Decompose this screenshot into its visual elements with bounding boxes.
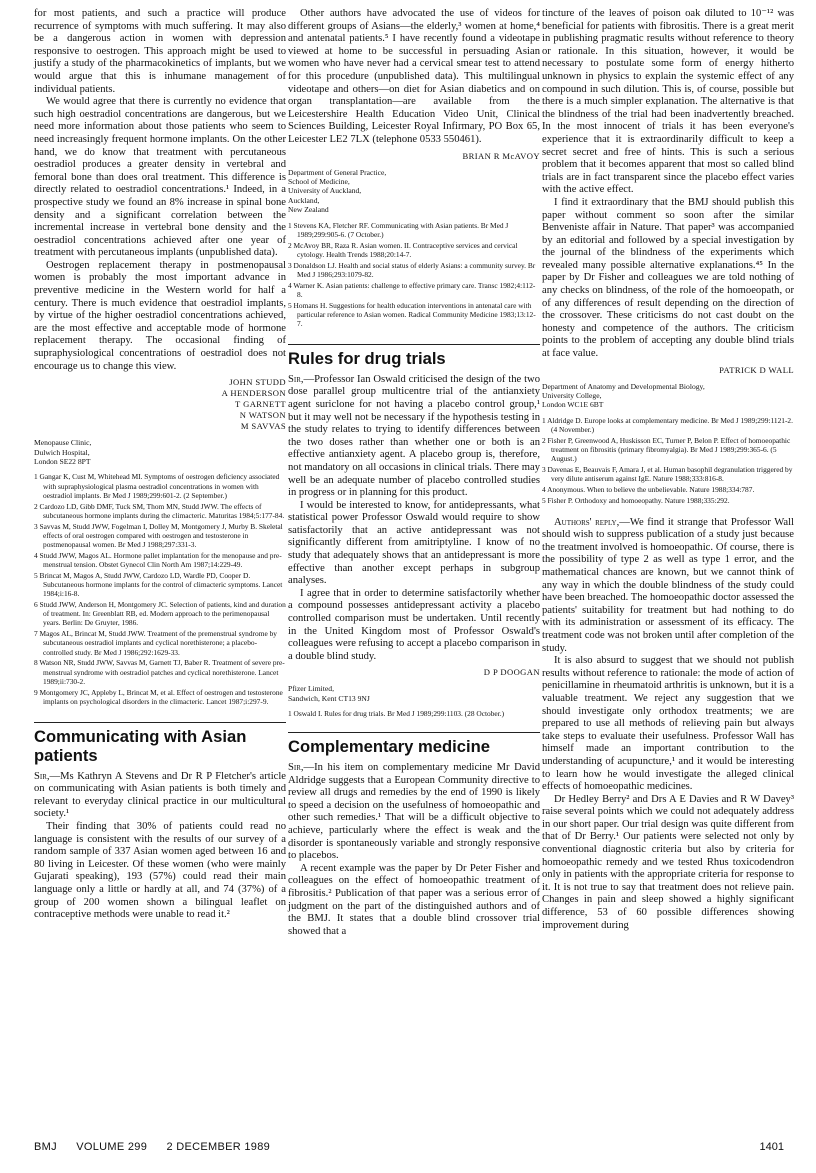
reference: 5 Homans H. Suggestions for health education interventions in antenatal care with particular reference to Asian women. Radical Community Medicine 1983;13:12-7.	[288, 300, 536, 328]
author-address	[288, 168, 540, 215]
paragraph: Their finding that 30% of patients could read no language is consistent with the results of our survey of a random sample of 337 Asian women aged between 16 and 80 living in Leicester. Of these women (who were mainly Gujarati speaking), 193 (57%) could read their main language only a little or hardly at all, and 74 (37%) of a group of 200 women shown a bilingual leaflet on contraceptive methods were unable to read it.²	[34, 821, 286, 921]
address-line: Dulwich Hospital,	[34, 447, 90, 457]
reference: 1 Stevens KA, Fletcher RF. Communicating with Asian patients. Br Med J 1989;299:905-6. (7 October.)	[288, 220, 509, 239]
page-number: 1401	[759, 1141, 784, 1153]
reference: 2 McAvoy BR, Raza R. Asian women. II. Contraceptive services and cervical cytology. Health Trends 1988;20:14-7.	[288, 240, 518, 259]
address-line: Auckland,	[288, 195, 320, 205]
section-divider	[34, 722, 286, 723]
paragraph: We would agree that there is currently no evidence that such high oestradiol concentrations are dangerous, but we need more information about those patients who seem to need increasingly frequent hormone implants. On the other hand, we do know that treatment with percutaneous oestradiol produces a greater density in vertebral and femoral bone than does oral treatment. This difference is directly related to oestradiol concentrations.¹ Indeed, in a prospective study we found an 8% increase in spinal bone density and a significant correlation between the incremental increase in vertebral bone density and the oestradiol concentrations achieved after one year of treatment with percutaneous implants (unpublished data).	[34, 96, 286, 259]
column-3	[542, 8, 794, 932]
address-line: New Zealand	[288, 205, 329, 215]
reference: 3 Davenas E, Beauvais F, Amara J, et al. Human basophil degranulation triggered by very dilute antiserum against IgE. Nature 1988;333:816-8.	[542, 465, 793, 484]
address-line: School of Medicine,	[288, 176, 350, 186]
reference: 3 Donaldson LJ. Health and social status of elderly Asians: a community survey. Br Med J 1986;293:1079-82.	[288, 260, 536, 279]
reference: 6 Studd JWW, Anderson H, Montgomery JC. Selection of patients, kind and duration of treatment. In: Greenblatt RB, ed. Modern approach to the perimenopausal years. Berlin: De Gruyter, 1986.	[34, 600, 286, 628]
section-heading: Rules for drug trials	[288, 348, 446, 368]
journal-name: BMJ	[34, 1141, 57, 1153]
address-line: Department of General Practice,	[288, 167, 387, 177]
paragraph: I agree that in order to determine satisfactorily whether a compound possesses antidepressant activity a placebo controlled comparison must be undertaken. Until recently in the United Kingdom most of Professor Oswald's colleagues were refusing to accept a placebo comparison in a double blind study.	[288, 587, 540, 662]
signatory: N WATSON	[239, 410, 286, 421]
address-line: London WC1E 6BT	[542, 400, 604, 410]
paragraph: I find it extraordinary that the BMJ should publish this paper without comment so soon after the similar Benveniste affair in Nature. That paper³ was accompanied by an editorial and followed by a special investigation by the journal of the blindness of the experiments which revealed many possible alternative explanations.⁴⁵ In the paper by Dr Fisher and colleagues we are told nothing of any checks on blindness, of the role of the homoeopath, or of any differences of result depending on the direction of the crossover. These criticisms do not cast doubt on the honesty and competence of the authors. The criticism points to the problem of accepting any double blind trials at face value.	[542, 196, 794, 360]
paragraph-text: —In his item on complementary medicine Mr David Aldridge suggests that a European Community directive to review all drugs and remedies by the end of 1990 is likely to speed a decision on the usefulness of homoeopathic and other such remedies.¹ That will be a difficult objective to achieve, particularly where the effect is weak and the disorder is spontaneously variable and strongly responsive to placebos.	[288, 762, 540, 862]
reference: 3 Savvas M, Studd JWW, Fogelman I, Dolley M, Montgomery J, Murby B. Skeletal effects of oral oestrogen compared with oestrogen and testosterone in postmenopausal women. Br Med J 1988;297:331-3.	[34, 521, 283, 550]
section-heading: Communicating with Asian patients	[34, 726, 247, 765]
signatory: A HENDERSON	[221, 388, 286, 399]
salutation: Sir,	[288, 762, 304, 774]
reference: 4 Warner K. Asian patients: challenge to effective primary care. Transc 1982;4:112-8.	[288, 280, 536, 299]
author-address	[288, 684, 540, 703]
paragraph-text: —We find it strange that Professor Wall should wish to suppress publication of a study just because the treatment involved is homoeopathic. Of course, there is the possibility of type 2 as well as type 1 error, and the mathematical chances are known, but we cannot think of any way in which the double blindness of the study could have been breached. The homoeopathic doctor assessed the patients' suitability for treatment but had nothing to do with its administration or assessment of its efficacy. The treatment code was not broken until after completion of the study.	[542, 516, 794, 654]
reference: 4 Studd JWW, Magos AL. Hormone pallet implantation for the menopause and pre-menstrual tension. Obstet Gynecol Clin North Am 1987;14:229-49.	[34, 550, 282, 570]
paragraph-text: —Professor Ian Oswald criticised the design of the two dose parallel group multicentre trial of the antianxiety agent suriclone for not having a placebo control group,¹ but it may well not be necessary if the hypothesis testing in the study relates to trying to identify differences between the two doses rather than whether one or both is an effective antianxiety agent. A placebo group is, therefore, not mandatory on all occasions in clinical trials. There may well be an adequate number of placebo controlled studies in progress or in planning for this product.	[288, 373, 540, 499]
section-heading: Complementary medicine	[288, 737, 490, 757]
reference: 1 Gangar K, Cust M, Whitehead MI. Symptoms of oestrogen deficiency associated with supraphysiological plasma oestradiol concentrations in women with oestradiol implants. Br Med J 1989;299:601-2. (2 September.)	[34, 472, 280, 500]
page-footer	[34, 1141, 286, 1153]
signatory: T GARNETT	[235, 399, 286, 410]
address-line: London SE22 8PT	[34, 457, 91, 467]
reference: 1 Aldridge D. Europe looks at complementary medicine. Br Med J 1989;299:1121-2. (4 November.)	[542, 415, 793, 435]
paragraph	[288, 374, 540, 500]
paragraph: A recent example was the paper by Dr Peter Fisher and colleagues on the effect of homoeopathic treatment of fibrositis.² Publication of that paper was a serious error of judgment on the part of the distinguished authors and of the BMJ. It states that a double blind crossover trial showed that a	[288, 862, 540, 937]
address-line: Pfizer Limited,	[288, 684, 334, 694]
paragraph	[288, 762, 540, 863]
author-address	[34, 438, 286, 466]
reference-list	[34, 472, 286, 706]
address-line: Department of Anatomy and Developmental Biology,	[542, 381, 705, 391]
author-address	[542, 382, 794, 410]
reference: 2 Fisher P, Greenwood A, Huskisson EC, Turner P, Belon P. Effect of homoeopathic treatment on fibrositis (primary fibromyalgia). Br Med J 1989;299:365-6. (5 August.)	[542, 435, 791, 464]
address-line: University of Auckland,	[288, 186, 362, 196]
reference: 1 Oswald I. Rules for drug trials. Br Med J 1989;299:1103. (28 October.)	[288, 709, 505, 719]
reference-list	[542, 416, 794, 505]
salutation: Sir,	[288, 373, 304, 385]
reference: 5 Fisher P. Orthodoxy and homoeopathy. Nature 1988;335:292.	[542, 495, 730, 505]
paragraph	[542, 517, 794, 656]
signatory: JOHN STUDD	[229, 377, 286, 388]
salutation: Sir,	[34, 770, 50, 782]
signatory: BRIAN R McAVOY	[462, 150, 540, 161]
paragraph: Other authors have advocated the use of videos for different groups of Asians—the elderly,³ women at home,⁴ and antenatal patients.⁵ I have recently found a videotape viewed at home to be successful in persuading Asian women who have never had a cervical smear test to attend for this procedure (unpublished data). This multilingual videotape and others—on diet for Asian diabetics and on organ transplantation—are available from the Leicestershire Health Education Video Unit, Clinical Sciences Building, Leicester Royal Infirmary, PO Box 65, Leicester LE2 7LX (telephone 0533 550461).	[288, 8, 540, 145]
paragraph: for most patients, and such a practice will produce recurrence of symptoms with much suffering. It may also be a dangerous action in women with depression responsive to oestrogen. This approach might be used to justify a study of the pharmacokinetics of implants, but we would argue that this is inhumane management of individual patients.	[34, 8, 286, 95]
reference: 9 Montgomery JC, Appleby L, Brincat M, et al. Effect of oestrogen and testosterone implants on psychological disorders in the climacteric. Lancet 1987;i:297-9.	[34, 687, 283, 706]
issue-date: 2 DECEMBER 1989	[166, 1141, 271, 1153]
paragraph: It is also absurd to suggest that we should not publish results without reference to rationale: the mode of action of penicillamine in rheumatoid arthritis is unknown, but it is a valuable treatment. We reject any suggestion that we should investigate only orthodox treatments; we are prepared to use all methods of relieving pain but always take steps to evaluate their usefulness. Professor Wall has himself made an important contribution to the understanding of acupuncture,¹ and it would be interesting to learn how he would investigate the alleged clinical effects of homoeopathic medicines.	[542, 655, 794, 793]
paragraph: Oestrogen replacement therapy in postmenopausal women is probably the most important advance in preventive medicine in the Western world for half a century. There is much evidence that oestradiol implants, by virtue of the higher oestradiol concentrations achieved, are the most effective and acceptable mode of hormone replacement therapy. The occasional finding of supraphysiological concentrations of oestradiol does not encourage us to change this view.	[34, 259, 286, 372]
paragraph	[34, 771, 286, 821]
signatory: PATRICK D WALL	[719, 364, 794, 375]
reply-label: Authors' reply,	[554, 516, 620, 528]
reference: 7 Magos AL, Brincat M, Studd JWW. Treatment of the premenstrual syndrome by subcutaneous oestradiol implants and cyclical norethisterone; a placebo-controlled study. Br Med J 1986;292:1629-33.	[34, 629, 277, 657]
section-divider	[288, 732, 540, 733]
address-line: Sandwich, Kent CT13 9NJ	[288, 693, 370, 703]
signatories	[34, 377, 286, 432]
paragraph: I would be interested to know, for antidepressants, what statistical power Professor Oswald would require to show satisfactorily that an active antidepressant was not significantly different from amitriptyline. I know of no study that adequately shows that an antidepressant is more effective than another except perhaps in subgroup analyses.	[288, 499, 540, 587]
reference: 8 Watson NR, Studd JWW, Savvas M, Garnett TJ, Baber R. Treatment of severe pre-menstrual syndrome with oestradiol patches and cyclical norethisterone. Lancet 1989;ii:730-2.	[34, 658, 285, 686]
signatory: M SAVVAS	[240, 421, 286, 432]
journal-volume: VOLUME 299	[76, 1141, 148, 1153]
signatory: D P DOOGAN	[483, 667, 540, 678]
address-line: Menopause Clinic,	[34, 438, 92, 448]
reference-list	[288, 709, 540, 718]
paragraph: Dr Hedley Berry² and Drs A E Davies and R W Davey³ raise several points which we could not adequately address in our short paper. Our trial design was quite different from that of Dr Berry.¹ Our patients were selected not only by conventional diagnostic criteria but also by criteria for homoeopathic remedy and we tested Rhus toxicodendron only in patients with the appropriate criteria for response to it. It is not true to say that treatment does not relieve pain. Changes in pain and sleep showed a highly significant difference, 53 of 60 possible differences showing improvement during	[542, 793, 794, 931]
paragraph-text: —Ms Kathryn A Stevens and Dr R P Fletcher's article on communicating with Asian patients is both timely and relevant to everyday clinical practice in our multicultural society.¹	[34, 770, 286, 820]
reference-list	[288, 221, 540, 329]
reference: 2 Cardozo LD, Gibb DMF, Tuck SM, Thom MN, Studd JWW. The effects of subcutaneous hormone implants during the climacteric. Maturitas 1984;5:177-84.	[34, 501, 285, 520]
column-1	[34, 8, 286, 922]
reference: 4 Anonymous. When to believe the unbelievable. Nature 1988;334:787.	[542, 485, 755, 495]
column-2	[288, 8, 540, 938]
paragraph: tincture of the leaves of poison oak diluted to 10⁻¹² was beneficial for patients with fibrositis. There is a great merit in publishing pragmatic results without reference to theory or rationale. In this situation, however, it would be necessary to postulate some form of energy hitherto unknown in physics to explain the systemic effect of any compound in such dilution. This is, of course, possible but there is a much simpler explanation. The alternative is that the blindness of the trial had been inadvertently breached. In the most innocent of trials it has been everyone's experience that it is extraordinarily difficult to keep a secret secret and free of hints. This is such a serious problem that it becomes apparent that most so called blind trials are in fact transparent since the placebo effect varies with the active effect.	[542, 8, 794, 196]
address-line: University College,	[542, 391, 602, 401]
section-divider	[288, 344, 540, 345]
reference: 5 Brincat M, Magos A, Studd JWW, Cardozo LD, Wardle PD, Cooper D. Subcutaneous hormone implants for the control of climacteric symptoms. Lancet 1984;i:16-8.	[34, 570, 283, 599]
